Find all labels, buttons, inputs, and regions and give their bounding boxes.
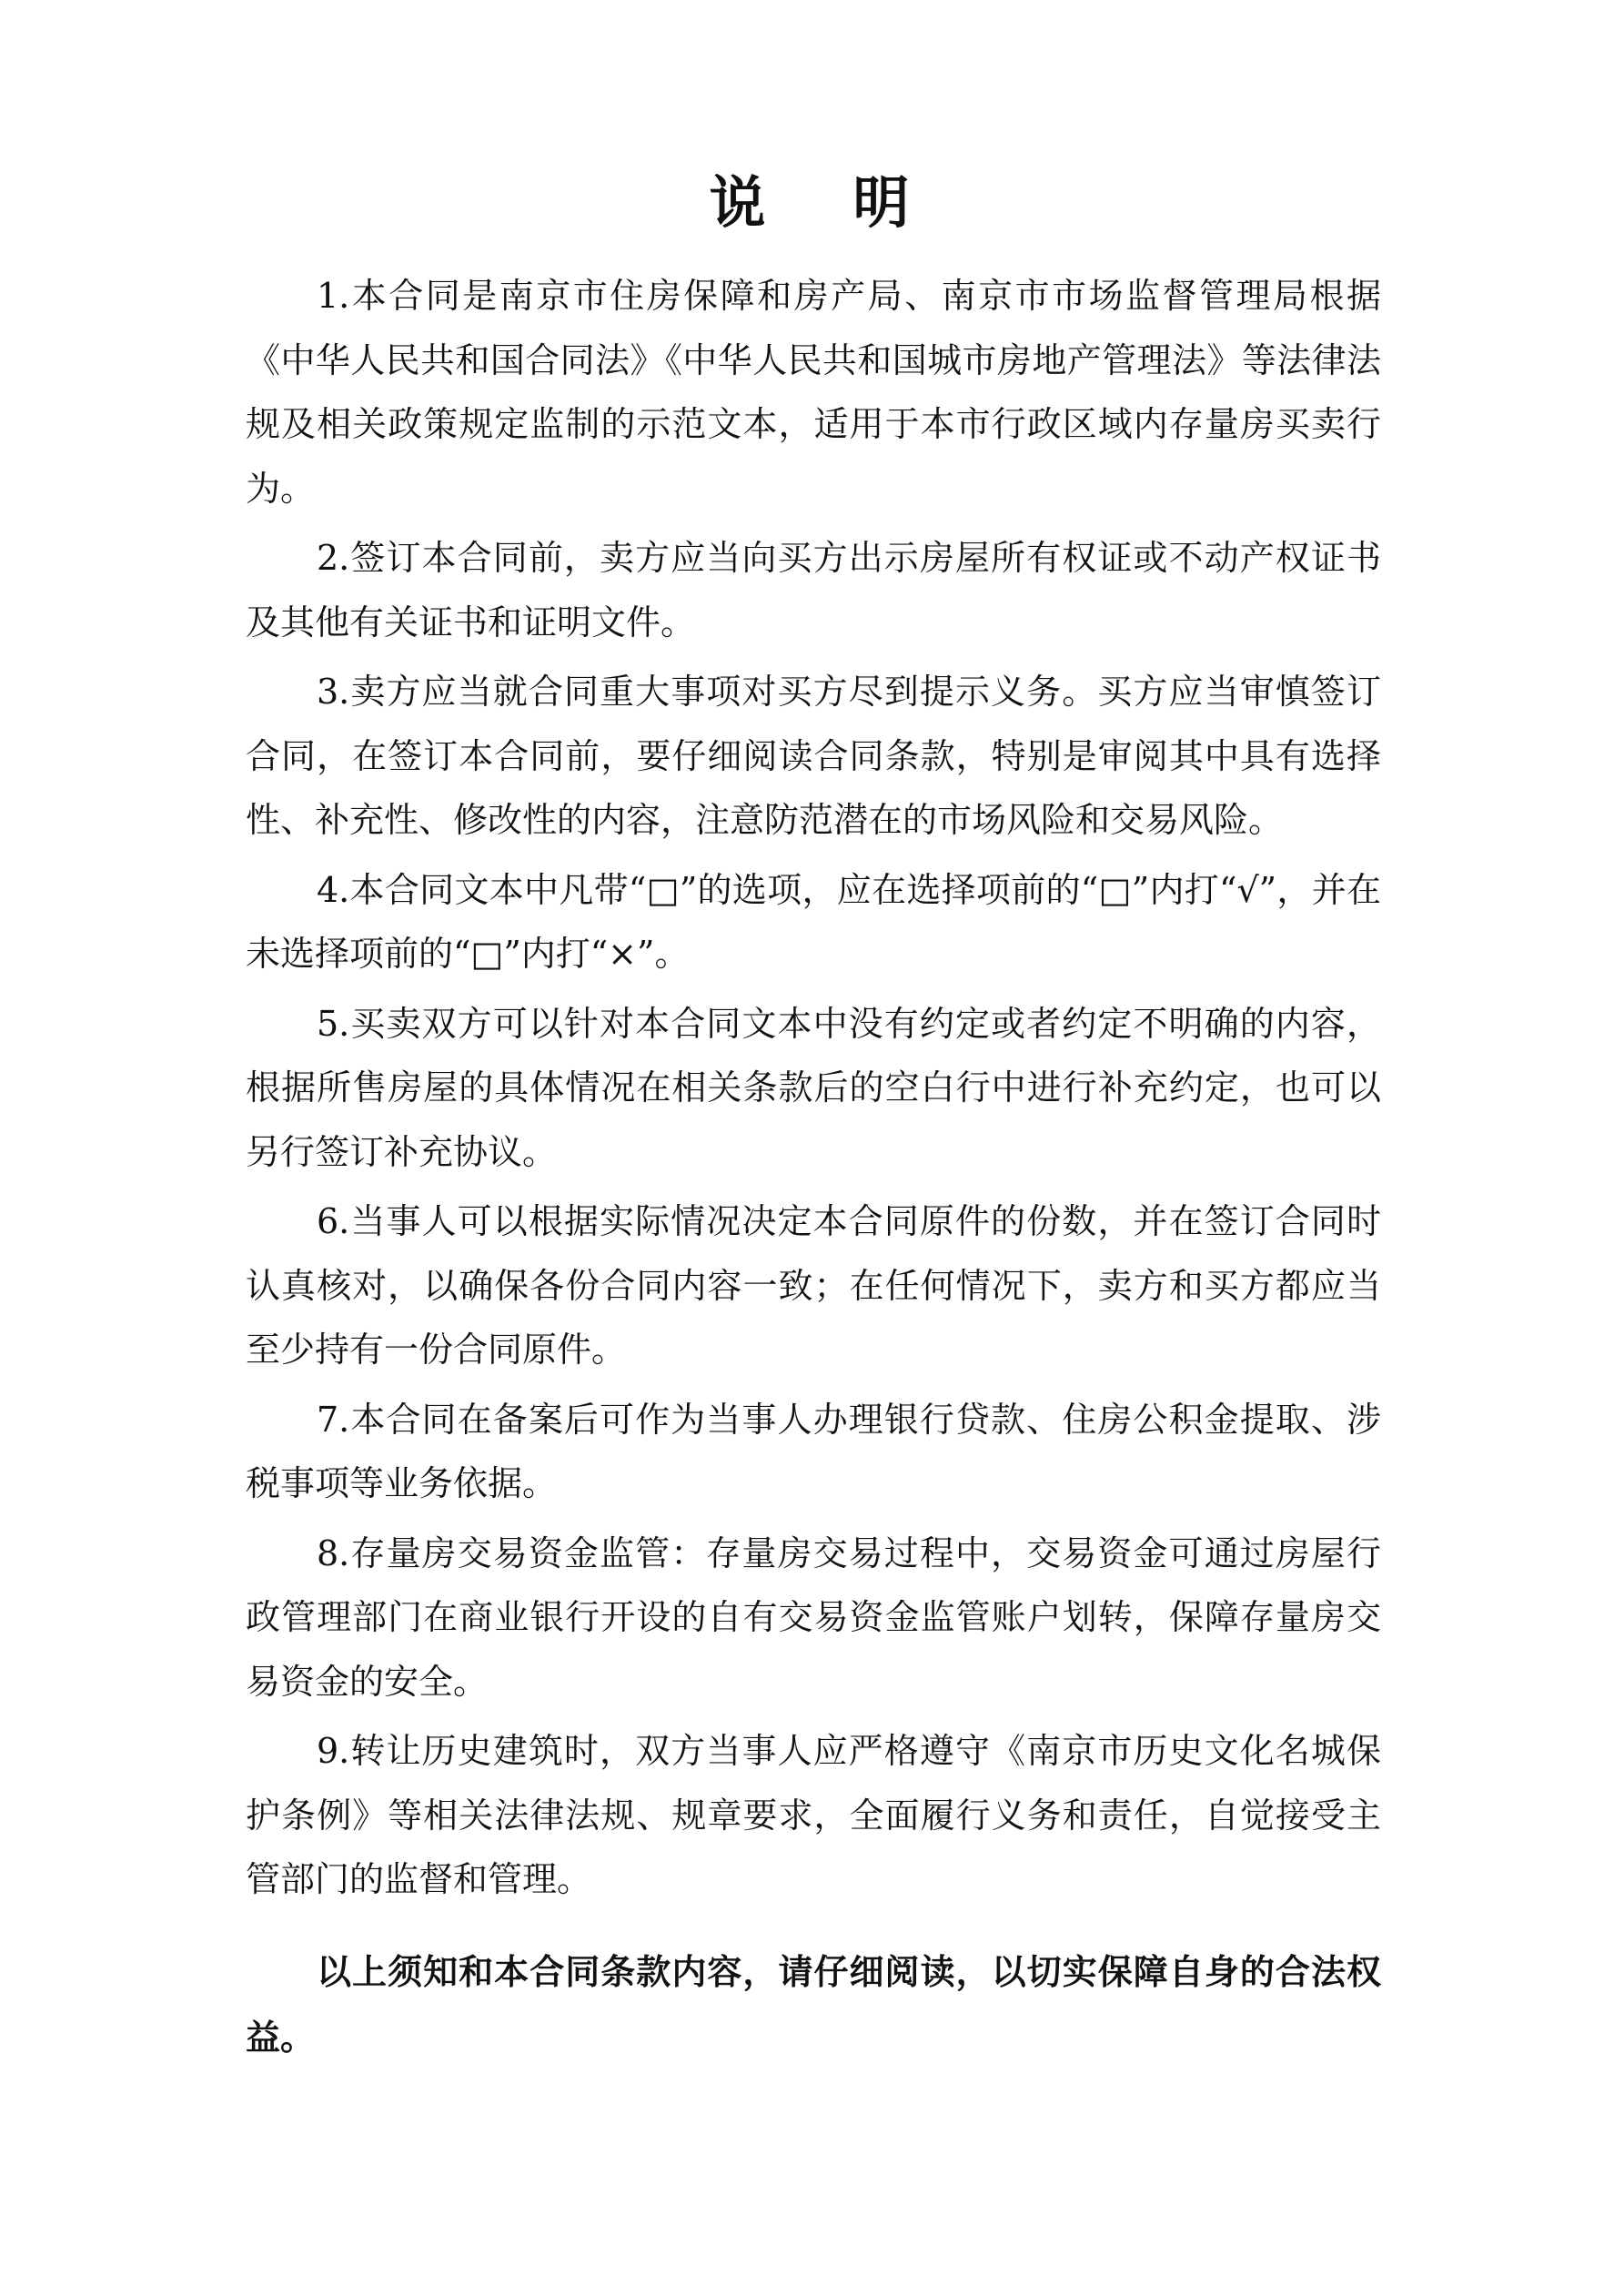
title-char-2: 明: [852, 169, 915, 236]
instruction-item-9: 9.转让历史建筑时，双方当事人应严格遵守《南京市历史文化名城保护条例》等相关法律法规、规章要求，全面履行义务和责任，自觉接受主管部门的监督和管理。: [246, 1731, 1381, 1899]
instruction-item-8: 8.存量房交易资金监管：存量房交易过程中，交易资金可通过房屋行政管理部门在商业银行开设的自有交易资金监管账户划转，保障存量房交易资金的安全。: [246, 1532, 1381, 1702]
instruction-item-4: 4.本合同文本中凡带“□”的选项，应在选择项前的“□”内打“√”，并在未选择项前的“□”内打“×”。: [246, 869, 1381, 974]
instruction-item-7: 7.本合同在备案后可作为当事人办理银行贷款、住房公积金提取、涉税事项等业务依据。: [246, 1399, 1381, 1503]
instruction-item-3: 3.卖方应当就合同重大事项对买方尽到提示义务。买方应当审慎签订合同，在签订本合同前，要仔细阅读合同条款，特别是审阅其中具有选择性、补充性、修改性的内容，注意防范潜在的市场风险和交易风险。: [246, 672, 1381, 840]
instruction-item-1: 1.本合同是南京市住房保障和房产局、南京市市场监督管理局根据《中华人民共和国合同法》《中华人民共和国城市房地产管理法》等法律法规及相关政策规定监制的示范文本，适用于本市行政区域内存量房买卖行为。: [246, 276, 1381, 509]
instruction-item-2: 2.签订本合同前，卖方应当向买方出示房屋所有权证或不动产权证书及其他有关证书和证明文件。: [246, 538, 1381, 642]
title-char-1: 说: [709, 169, 772, 236]
instruction-item-5: 5.买卖双方可以针对本合同文本中没有约定或者约定不明确的内容，根据所售房屋的具体情况在相关条款后的空白行中进行补充约定，也可以另行签订补充协议。: [246, 1003, 1381, 1172]
closing-notice: 以上须知和本合同条款内容，请仔细阅读，以切实保障自身的合法权益。: [246, 1951, 1381, 2058]
page-title: [0, 162, 1624, 244]
instruction-item-6: 6.当事人可以根据实际情况决定本合同原件的份数，并在签订合同时认真核对，以确保各份合同内容一致；在任何情况下，卖方和买方都应当至少持有一份合同原件。: [246, 1201, 1381, 1370]
instructions-body: [246, 264, 1381, 2105]
